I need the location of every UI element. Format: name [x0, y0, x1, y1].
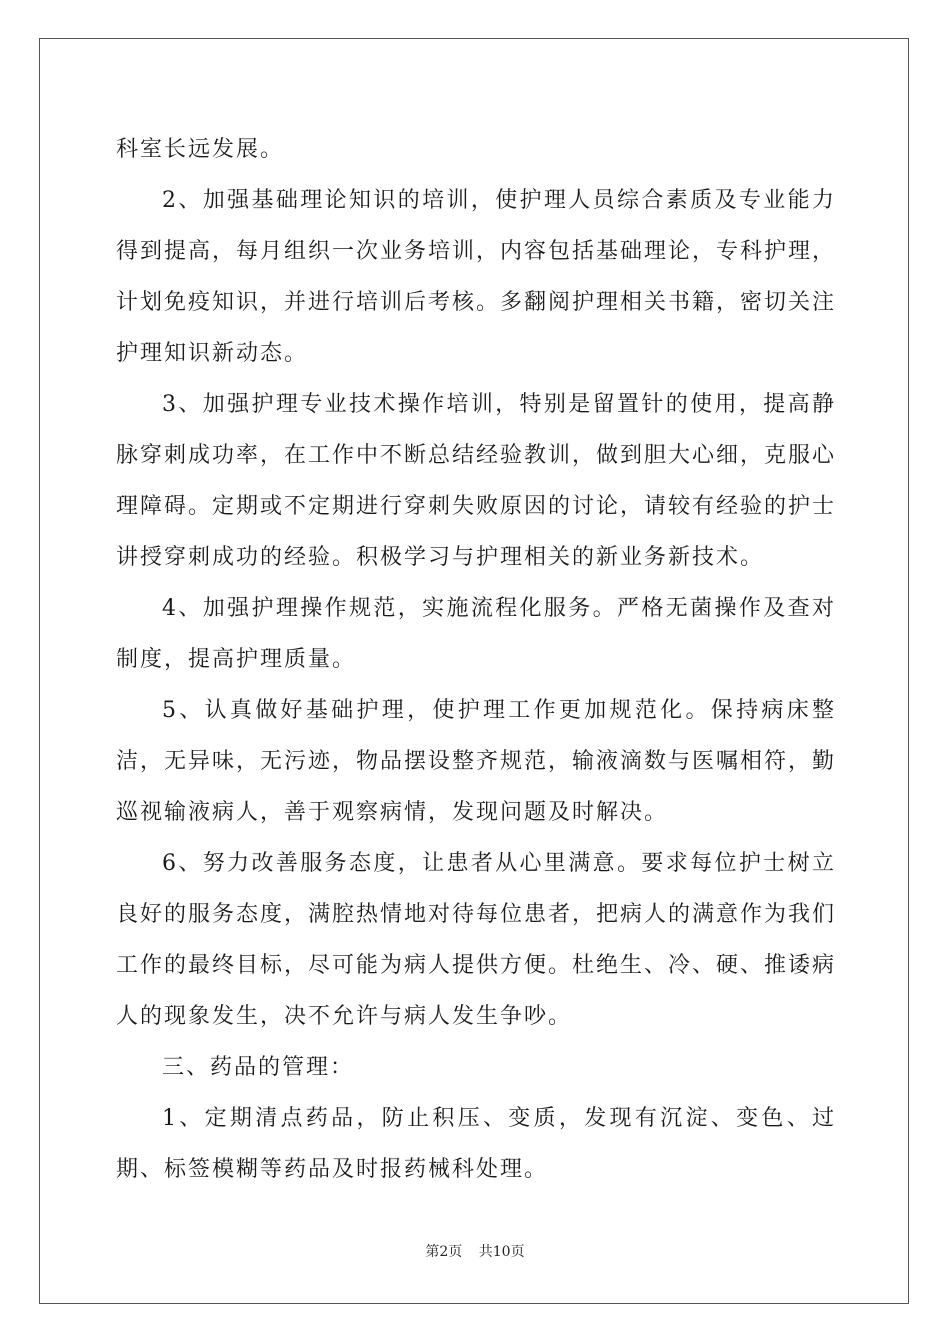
section-heading-medicine-management: 三、药品的管理： — [162, 1055, 355, 1080]
page-number: 第2页 — [425, 1244, 463, 1260]
paragraph-item-4: 4、加强护理操作规范，实施流程化服务。严格无菌操作及查对制度，提高护理质量。 — [116, 596, 836, 672]
paragraph-item-5: 5、认真做好基础护理，使护理工作更加规范化。保持病床整洁，无异味，无污迹，物品摆设整齐规范，输液滴数与医嘱相符，勤巡视输液病人，善于观察病情，发现问题及时解决。 — [116, 698, 837, 825]
page-footer — [0, 1241, 950, 1261]
paragraph-medicine-item-1: 1、定期清点药品，防止积压、变质，发现有沉淀、变色、过期、标签模糊等药品及时报药械科处理。 — [116, 1106, 836, 1182]
paragraph-item-3: 3、加强护理专业技术操作培训，特别是留置针的使用，提高静脉穿刺成功率，在工作中不断总结经验教训，做到胆大心细，克服心理障碍。定期或不定期进行穿刺失败原因的讨论，请较有经验的护士讲授穿刺成功的经验。积极学习与护理相关的新业务新技术。 — [116, 392, 837, 570]
paragraph-item-2: 2、加强基础理论知识的培训，使护理人员综合素质及专业能力得到提高，每月组织一次业务培训，内容包括基础理论，专科护理，计划免疫知识，并进行培训后考核。多翻阅护理相关书籍，密切关注护理知识新动态。 — [116, 188, 837, 366]
paragraph-item-6: 6、努力改善服务态度，让患者从心里满意。要求每位护士树立良好的服务态度，满腔热情地对待每位患者，把病人的满意作为我们工作的最终目标，尽可能为病人提供方便。杜绝生、冷、硬、推诿病人的现象发生，决不允许与病人发生争吵。 — [116, 851, 837, 1029]
paragraph-continuation: 科室长远发展。 — [116, 137, 285, 162]
total-pages: 共10页 — [478, 1244, 525, 1260]
document-body — [116, 124, 836, 1195]
